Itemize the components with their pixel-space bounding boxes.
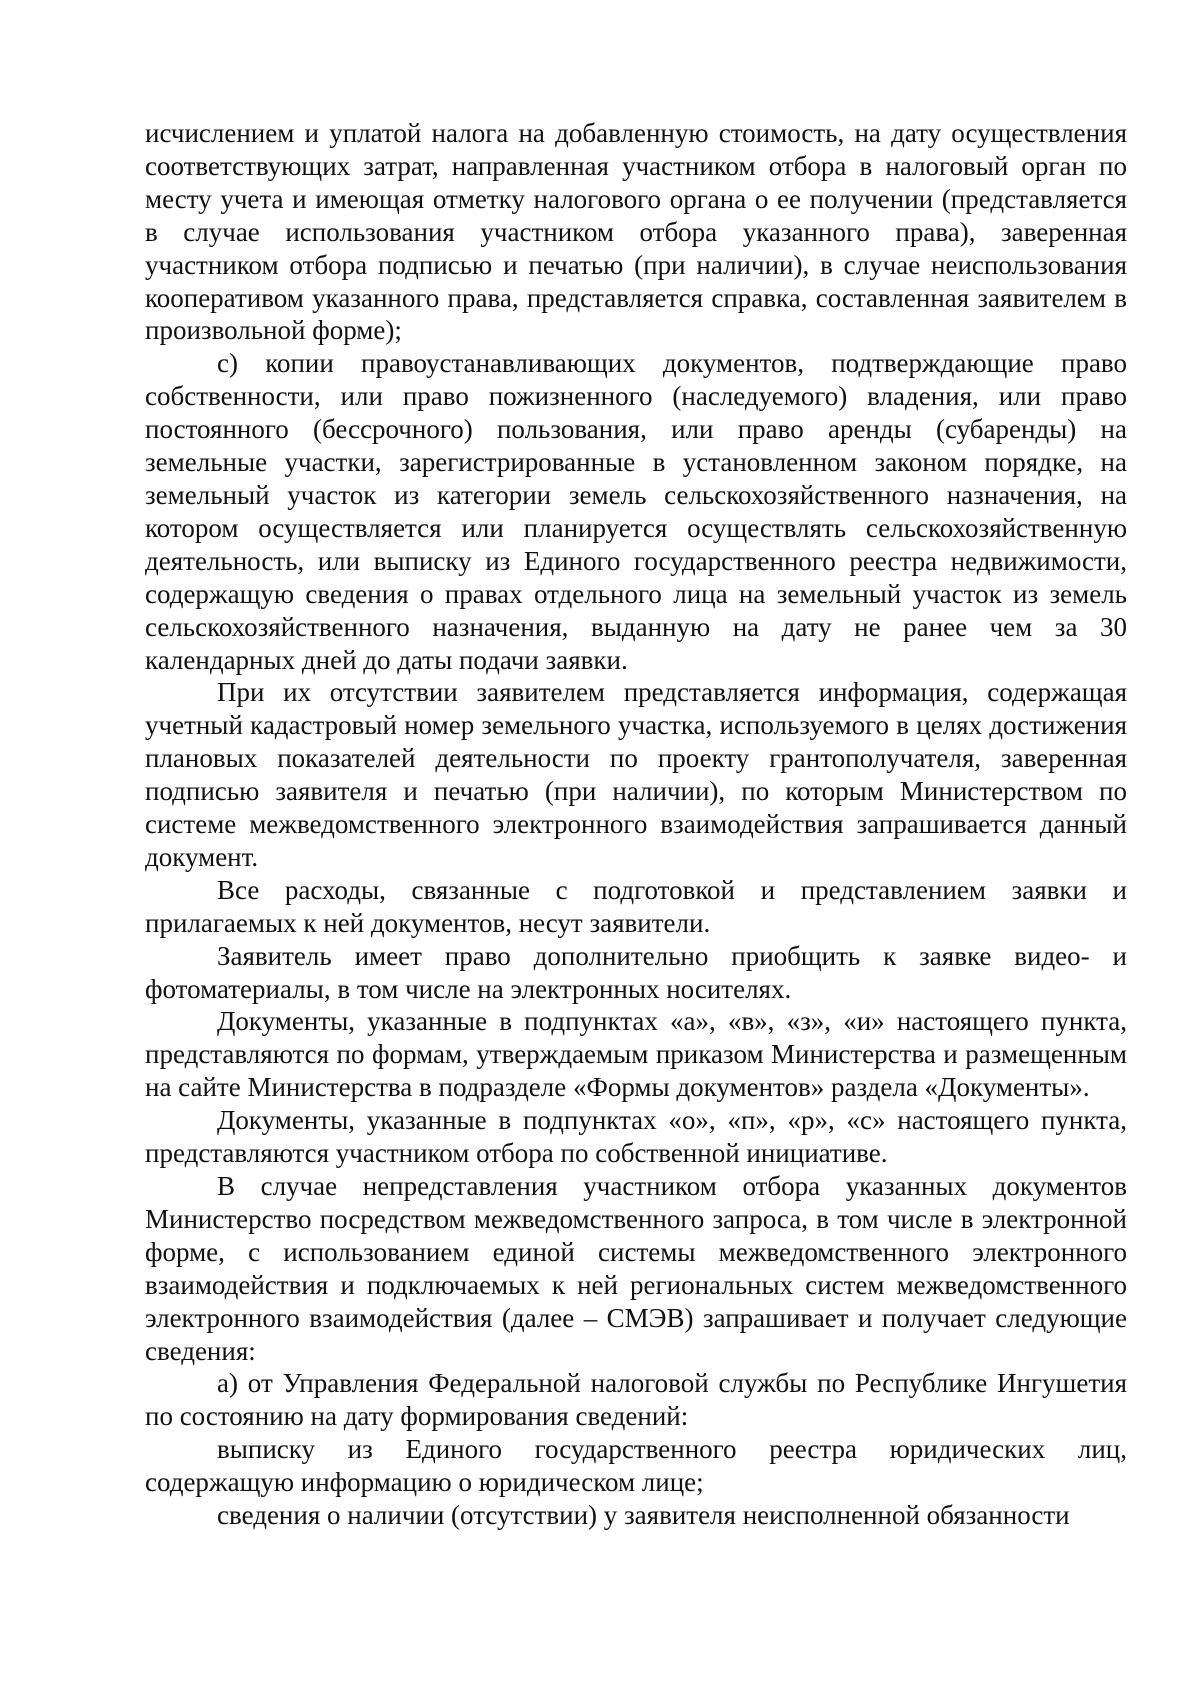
paragraph-absence-info: При их отсутствии заявителем представляется информация, содержащая учетный кадастровый номер земельного участка, используемого в целях достижения плановых показателей деятельности по проекту грантополучателя, заверенная подписью заявителя и печатью (при наличии), по которым Министерством по системе межведомственного электронного взаимодействия запрашивается данный документ. (145, 677, 1127, 872)
paragraph-forms: Документы, указанные в подпунктах «а», «в», «з», «и» настоящего пункта, представляются по формам, утверждаемым приказом Министерства и размещенным на сайте Министерства в подразделе «Формы документов» раздела «Документы». (145, 1006, 1127, 1103)
document-body (145, 117, 1127, 1532)
paragraph-continuation: исчислением и уплатой налога на добавленную стоимость, на дату осуществления соответствующих затрат, направленная участником отбора в налоговый орган по месту учета и имеющая отметку налогового органа о ее получении (представляется в случае использования участником отбора указанного права), заверенная участником отбора подписью и печатью (при наличии), в случае неиспользования кооперативом указанного права, представляется справка, составленная заявителем в произвольной форме); (145, 118, 1127, 346)
paragraph-egrul-extract: выписку из Единого государственного реестра юридических лиц, содержащую информацию о юридическом лице; (145, 1434, 1127, 1498)
paragraph-media: Заявитель имеет право дополнительно приобщить к заявке видео- и фотоматериалы, в том числе на электронных носителях. (145, 940, 1127, 1004)
paragraph-smev-request: В случае непредставления участником отбора указанных документов Министерство посредством межведомственного запроса, в том числе в электронной форме, с использованием единой системы межведомственного электронного взаимодействия и подключаемых к ней региональных систем межведомственного электронного взаимодействия (далее – СМЭВ) запрашивает и получает следующие сведения: (145, 1171, 1127, 1366)
paragraph-item-s: с) копии правоустанавливающих документов, подтверждающие право собственности, или право пожизненного (наследуемого) владения, или право постоянного (бессрочного) пользования, или право аренды (субаренды) на земельные участки, зарегистрированные в установленном законом порядке, на земельный участок из категории земель сельскохозяйственного назначения, на котором осуществляется или планируется осуществлять сельскохозяйственную деятельность, или выписку из Единого государственного реестра недвижимости, содержащую сведения о правах отдельного лица на земельный участок из земель сельскохозяйственного назначения, выданную на дату не ранее чем за 30 календарных дней до даты подачи заявки. (145, 348, 1127, 675)
paragraph-expenses: Все расходы, связанные с подготовкой и представлением заявки и прилагаемых к ней документов, несут заявители. (145, 874, 1127, 938)
paragraph-obligation-info: сведения о наличии (отсутствии) у заявителя неисполненной обязанности (217, 1500, 1070, 1531)
paragraph-tax-service: а) от Управления Федеральной налоговой службы по Республике Ингушетия по состоянию на дату формирования сведений: (145, 1368, 1127, 1432)
paragraph-own-initiative: Документы, указанные в подпунктах «о», «п», «р», «с» настоящего пункта, представляются участником отбора по собственной инициативе. (145, 1105, 1127, 1169)
